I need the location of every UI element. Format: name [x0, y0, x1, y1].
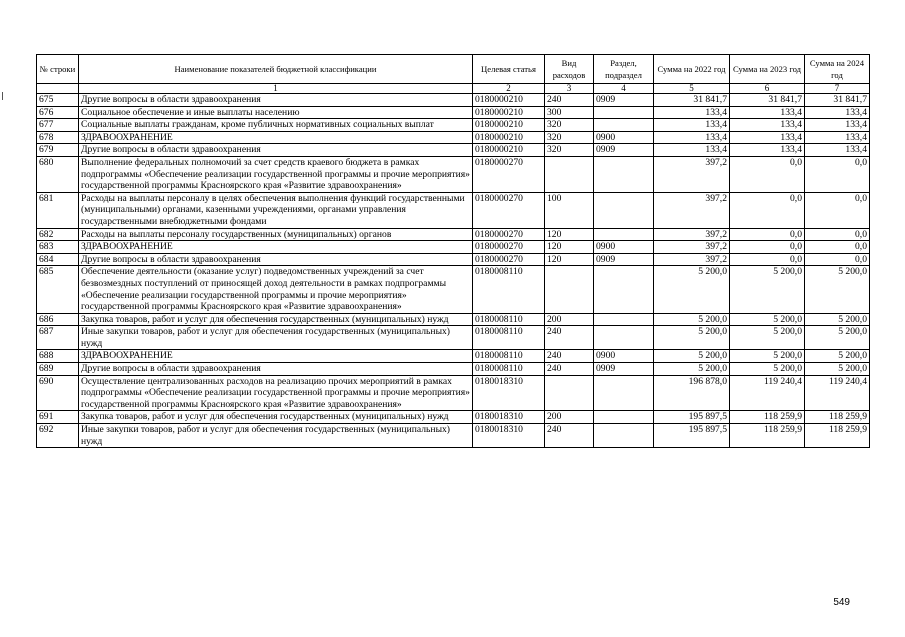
- indicator-name: Иные закупки товаров, работ и услуг для обеспечения государственных (муниципальных) нужд: [79, 326, 473, 350]
- sum-2023: 5 200,0: [730, 266, 805, 313]
- target-article: 0180000210: [473, 144, 545, 157]
- target-article: 0180000270: [473, 192, 545, 228]
- sum-2022: 5 200,0: [654, 266, 730, 313]
- margin-mark: [2, 92, 3, 100]
- row-number: 682: [37, 228, 79, 241]
- sum-2024: 118 259,9: [805, 424, 870, 448]
- section-code: [594, 266, 654, 313]
- header-row-no: № строки: [37, 55, 79, 84]
- sum-2024: 5 200,0: [805, 266, 870, 313]
- expense-type: 320: [545, 131, 594, 144]
- sum-2023: 133,4: [730, 106, 805, 119]
- expense-type: [545, 266, 594, 313]
- expense-type: 200: [545, 411, 594, 424]
- row-number: 686: [37, 313, 79, 326]
- row-number: 675: [37, 94, 79, 107]
- sum-2024: 133,4: [805, 144, 870, 157]
- table-row: [37, 350, 870, 363]
- page-number: 549: [833, 597, 850, 608]
- target-article: 0180008110: [473, 266, 545, 313]
- sum-2024: 118 259,9: [805, 411, 870, 424]
- column-numbers-row: [37, 84, 870, 94]
- sum-2023: 0,0: [730, 192, 805, 228]
- sum-2023: 133,4: [730, 131, 805, 144]
- header-sum-2023: Сумма на 2023 год: [730, 55, 805, 84]
- target-article: 0180000270: [473, 241, 545, 254]
- expense-type: 100: [545, 192, 594, 228]
- target-article: 0180008110: [473, 313, 545, 326]
- table-row: [37, 192, 870, 228]
- header-sum-2022: Сумма на 2022 год: [654, 55, 730, 84]
- table-row: [37, 144, 870, 157]
- sum-2022: 397,2: [654, 241, 730, 254]
- table-row: [37, 326, 870, 350]
- sum-2023: 0,0: [730, 241, 805, 254]
- sum-2022: 397,2: [654, 228, 730, 241]
- section-code: [594, 375, 654, 411]
- row-number: 676: [37, 106, 79, 119]
- table-row: [37, 424, 870, 448]
- row-number: 690: [37, 375, 79, 411]
- sum-2023: 133,4: [730, 119, 805, 132]
- sum-2022: 195 897,5: [654, 424, 730, 448]
- section-code: [594, 106, 654, 119]
- expense-type: 240: [545, 326, 594, 350]
- row-number: 683: [37, 241, 79, 254]
- sum-2022: 5 200,0: [654, 350, 730, 363]
- sum-2024: 133,4: [805, 131, 870, 144]
- sum-2024: 133,4: [805, 119, 870, 132]
- section-code: [594, 424, 654, 448]
- table-row: [37, 363, 870, 376]
- indicator-name: Осуществление централизованных расходов на реализацию прочих мероприятий в рамках подпрограммы «Обеспечение реализации государственной программы и прочие мероприятия» государственной программы Красноярского края «Развитие здравоохранения»: [79, 375, 473, 411]
- header-target: Целевая статья: [473, 55, 545, 84]
- target-article: 0180008110: [473, 363, 545, 376]
- column-number: 3: [545, 84, 594, 94]
- sum-2024: 0,0: [805, 228, 870, 241]
- column-number: [37, 84, 79, 94]
- sum-2024: 5 200,0: [805, 363, 870, 376]
- row-number: 688: [37, 350, 79, 363]
- sum-2023: 0,0: [730, 228, 805, 241]
- target-article: 0180000270: [473, 228, 545, 241]
- indicator-name: ЗДРАВООХРАНЕНИЕ: [79, 241, 473, 254]
- section-code: [594, 313, 654, 326]
- indicator-name: Обеспечение деятельности (оказание услуг) подведомственных учреждений за счет безвозмездных поступлений от приносящей доход деятельности в рамках подпрограммы «Обеспечение реализации государственной программы и прочие мероприятия» государственной программы Красноярского края «Развитие здравоохранения»: [79, 266, 473, 313]
- sum-2023: 5 200,0: [730, 313, 805, 326]
- sum-2023: 5 200,0: [730, 326, 805, 350]
- section-code: 0909: [594, 253, 654, 266]
- expense-type: 120: [545, 253, 594, 266]
- expense-type: 240: [545, 350, 594, 363]
- indicator-name: Расходы на выплаты персоналу государственных (муниципальных) органов: [79, 228, 473, 241]
- expense-type: 300: [545, 106, 594, 119]
- table-row: [37, 156, 870, 192]
- sum-2022: 133,4: [654, 119, 730, 132]
- table-row: [37, 411, 870, 424]
- row-number: 678: [37, 131, 79, 144]
- indicator-name: ЗДРАВООХРАНЕНИЕ: [79, 350, 473, 363]
- expense-type: 320: [545, 144, 594, 157]
- table-row: [37, 119, 870, 132]
- section-code: [594, 228, 654, 241]
- column-number: 4: [594, 84, 654, 94]
- indicator-name: Закупка товаров, работ и услуг для обеспечения государственных (муниципальных) нужд: [79, 313, 473, 326]
- expense-type: 240: [545, 94, 594, 107]
- row-number: 684: [37, 253, 79, 266]
- expense-type: 200: [545, 313, 594, 326]
- sum-2024: 5 200,0: [805, 350, 870, 363]
- section-code: [594, 326, 654, 350]
- target-article: 0180000270: [473, 253, 545, 266]
- expense-type: [545, 156, 594, 192]
- sum-2024: 0,0: [805, 253, 870, 266]
- sum-2023: 118 259,9: [730, 411, 805, 424]
- sum-2022: 133,4: [654, 131, 730, 144]
- column-number: 5: [654, 84, 730, 94]
- indicator-name: Расходы на выплаты персоналу в целях обеспечения выполнения функций государственными (муниципальными) органами, казенными учреждениями, органами управления государственными внебюджетными фондами: [79, 192, 473, 228]
- sum-2022: 5 200,0: [654, 363, 730, 376]
- target-article: 0180018310: [473, 375, 545, 411]
- section-code: 0909: [594, 363, 654, 376]
- sum-2023: 0,0: [730, 253, 805, 266]
- column-number: 2: [473, 84, 545, 94]
- row-number: 681: [37, 192, 79, 228]
- sum-2023: 0,0: [730, 156, 805, 192]
- target-article: 0180000210: [473, 131, 545, 144]
- sum-2024: 133,4: [805, 106, 870, 119]
- indicator-name: ЗДРАВООХРАНЕНИЕ: [79, 131, 473, 144]
- table-row: [37, 94, 870, 107]
- section-code: [594, 119, 654, 132]
- table-row: [37, 375, 870, 411]
- target-article: 0180018310: [473, 424, 545, 448]
- target-article: 0180008110: [473, 350, 545, 363]
- target-article: 0180000210: [473, 94, 545, 107]
- section-code: [594, 192, 654, 228]
- sum-2024: 0,0: [805, 241, 870, 254]
- section-code: 0909: [594, 144, 654, 157]
- sum-2023: 31 841,7: [730, 94, 805, 107]
- section-code: [594, 156, 654, 192]
- header-sum-2024: Сумма на 2024 год: [805, 55, 870, 84]
- row-number: 680: [37, 156, 79, 192]
- section-code: 0900: [594, 350, 654, 363]
- sum-2022: 5 200,0: [654, 313, 730, 326]
- indicator-name: Другие вопросы в области здравоохранения: [79, 363, 473, 376]
- row-number: 679: [37, 144, 79, 157]
- sum-2023: 133,4: [730, 144, 805, 157]
- header-section: Раздел, подраздел: [594, 55, 654, 84]
- indicator-name: Другие вопросы в области здравоохранения: [79, 253, 473, 266]
- sum-2024: 5 200,0: [805, 313, 870, 326]
- sum-2022: 397,2: [654, 253, 730, 266]
- sum-2022: 133,4: [654, 144, 730, 157]
- sum-2022: 5 200,0: [654, 326, 730, 350]
- row-number: 687: [37, 326, 79, 350]
- indicator-name: Социальное обеспечение и иные выплаты населению: [79, 106, 473, 119]
- sum-2024: 119 240,4: [805, 375, 870, 411]
- sum-2022: 133,4: [654, 106, 730, 119]
- row-number: 677: [37, 119, 79, 132]
- row-number: 691: [37, 411, 79, 424]
- target-article: 0180018310: [473, 411, 545, 424]
- sum-2024: 5 200,0: [805, 326, 870, 350]
- indicator-name: Другие вопросы в области здравоохранения: [79, 144, 473, 157]
- table-row: [37, 106, 870, 119]
- expense-type: 120: [545, 228, 594, 241]
- expense-type: 120: [545, 241, 594, 254]
- budget-table: [36, 54, 870, 448]
- header-row: [37, 55, 870, 84]
- table-row: [37, 131, 870, 144]
- table-row: [37, 313, 870, 326]
- column-number: 7: [805, 84, 870, 94]
- target-article: 0180000270: [473, 156, 545, 192]
- expense-type: 240: [545, 363, 594, 376]
- column-number: 1: [79, 84, 473, 94]
- table-row: [37, 228, 870, 241]
- sum-2022: 397,2: [654, 192, 730, 228]
- sum-2024: 31 841,7: [805, 94, 870, 107]
- section-code: 0909: [594, 94, 654, 107]
- column-number: 6: [730, 84, 805, 94]
- section-code: 0900: [594, 131, 654, 144]
- sum-2022: 31 841,7: [654, 94, 730, 107]
- expense-type: 240: [545, 424, 594, 448]
- table-row: [37, 253, 870, 266]
- header-expense-type: Вид расходов: [545, 55, 594, 84]
- sum-2022: 196 878,0: [654, 375, 730, 411]
- sum-2022: 195 897,5: [654, 411, 730, 424]
- indicator-name: Выполнение федеральных полномочий за счет средств краевого бюджета в рамках подпрограммы «Обеспечение реализации государственной программы и прочие мероприятия» государственной программы Красноярского края «Развитие здравоохранения»: [79, 156, 473, 192]
- indicator-name: Другие вопросы в области здравоохранения: [79, 94, 473, 107]
- expense-type: 320: [545, 119, 594, 132]
- indicator-name: Закупка товаров, работ и услуг для обеспечения государственных (муниципальных) нужд: [79, 411, 473, 424]
- table-row: [37, 266, 870, 313]
- section-code: 0900: [594, 241, 654, 254]
- sum-2024: 0,0: [805, 156, 870, 192]
- header-name: Наименование показателей бюджетной классификации: [79, 55, 473, 84]
- row-number: 685: [37, 266, 79, 313]
- target-article: 0180000210: [473, 119, 545, 132]
- sum-2024: 0,0: [805, 192, 870, 228]
- sum-2023: 118 259,9: [730, 424, 805, 448]
- expense-type: [545, 375, 594, 411]
- sum-2023: 5 200,0: [730, 350, 805, 363]
- target-article: 0180000210: [473, 106, 545, 119]
- sum-2022: 397,2: [654, 156, 730, 192]
- target-article: 0180008110: [473, 326, 545, 350]
- table-row: [37, 241, 870, 254]
- sum-2023: 119 240,4: [730, 375, 805, 411]
- row-number: 692: [37, 424, 79, 448]
- row-number: 689: [37, 363, 79, 376]
- indicator-name: Социальные выплаты гражданам, кроме публичных нормативных социальных выплат: [79, 119, 473, 132]
- sum-2023: 5 200,0: [730, 363, 805, 376]
- section-code: [594, 411, 654, 424]
- indicator-name: Иные закупки товаров, работ и услуг для обеспечения государственных (муниципальных) нужд: [79, 424, 473, 448]
